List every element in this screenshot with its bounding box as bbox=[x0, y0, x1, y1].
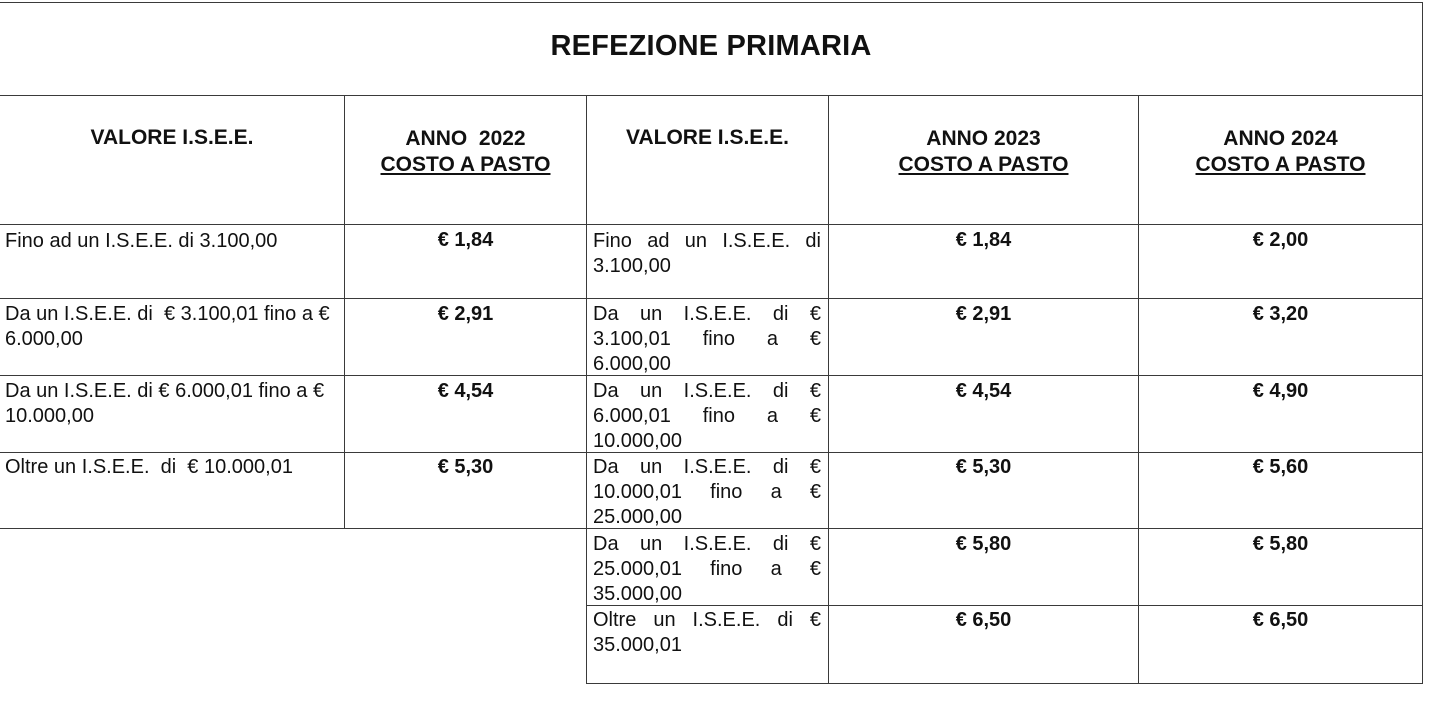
price-2024: € 2,00 bbox=[1252, 229, 1309, 251]
isee-range-2023: Da un I.S.E.E. di € 6.000,01 fino a € 10.000,00 bbox=[593, 380, 821, 452]
rule bbox=[586, 95, 587, 684]
price-2023: € 4,54 bbox=[955, 380, 1012, 402]
price-2023: € 1,84 bbox=[955, 229, 1012, 251]
isee-range-2022: Da un I.S.E.E. di € 3.100,01 fino a € 6.000,00 bbox=[5, 303, 336, 350]
isee-range-2023: Oltre un I.S.E.E. di € 35.000,01 bbox=[593, 609, 821, 656]
isee-range-2022: Oltre un I.S.E.E. di € 10.000,01 bbox=[5, 456, 293, 478]
price-2024: € 3,20 bbox=[1252, 303, 1309, 325]
price-2022: € 2,91 bbox=[437, 303, 494, 325]
page-title: REFEZIONE PRIMARIA bbox=[550, 30, 872, 62]
isee-range-2023: Da un I.S.E.E. di € 10.000,01 fino a € 25.000,00 bbox=[593, 456, 821, 528]
rule bbox=[1422, 2, 1423, 684]
header-2022 bbox=[345, 126, 586, 178]
header-left-isee-label: VALORE I.S.E.E. bbox=[90, 126, 254, 149]
rule bbox=[586, 683, 1423, 684]
isee-range-2023: Da un I.S.E.E. di € 3.100,01 fino a € 6.000,00 bbox=[593, 303, 821, 375]
price-2022: € 5,30 bbox=[437, 456, 494, 478]
price-2024: € 5,80 bbox=[1252, 533, 1309, 555]
isee-range-2023: Da un I.S.E.E. di € 25.000,01 fino a € 35.000,00 bbox=[593, 533, 821, 605]
price-2024: € 6,50 bbox=[1252, 609, 1309, 631]
rule bbox=[0, 95, 1423, 96]
rule bbox=[0, 298, 1423, 299]
price-2022: € 1,84 bbox=[437, 229, 494, 251]
rule bbox=[0, 224, 1423, 225]
header-2022-year: ANNO 2022 bbox=[405, 127, 526, 150]
price-2023: € 5,30 bbox=[955, 456, 1012, 478]
isee-range-2023: Fino ad un I.S.E.E. di 3.100,00 bbox=[593, 230, 821, 277]
isee-range-2022: Fino ad un I.S.E.E. di 3.100,00 bbox=[5, 230, 278, 252]
price-2023: € 5,80 bbox=[955, 533, 1012, 555]
rule bbox=[0, 2, 1423, 3]
header-2024-year: ANNO 2024 bbox=[1223, 127, 1338, 150]
header-2023 bbox=[829, 126, 1138, 178]
header-left-isee bbox=[0, 125, 344, 151]
header-2023-year: ANNO 2023 bbox=[926, 127, 1041, 150]
header-right-isee-label: VALORE I.S.E.E. bbox=[626, 126, 789, 149]
price-2023: € 2,91 bbox=[955, 303, 1012, 325]
header-2022-cost: COSTO A PASTO bbox=[380, 153, 551, 176]
header-2024 bbox=[1139, 126, 1422, 178]
price-2024: € 5,60 bbox=[1252, 456, 1309, 478]
isee-range-2022: Da un I.S.E.E. di € 6.000,01 fino a € 10.000,00 bbox=[5, 380, 336, 427]
header-2024-cost: COSTO A PASTO bbox=[1195, 153, 1366, 176]
header-right-isee bbox=[587, 125, 828, 151]
header-2023-cost: COSTO A PASTO bbox=[898, 153, 1069, 176]
price-2024: € 4,90 bbox=[1252, 380, 1309, 402]
price-2023: € 6,50 bbox=[955, 609, 1012, 631]
price-2022: € 4,54 bbox=[437, 380, 494, 402]
